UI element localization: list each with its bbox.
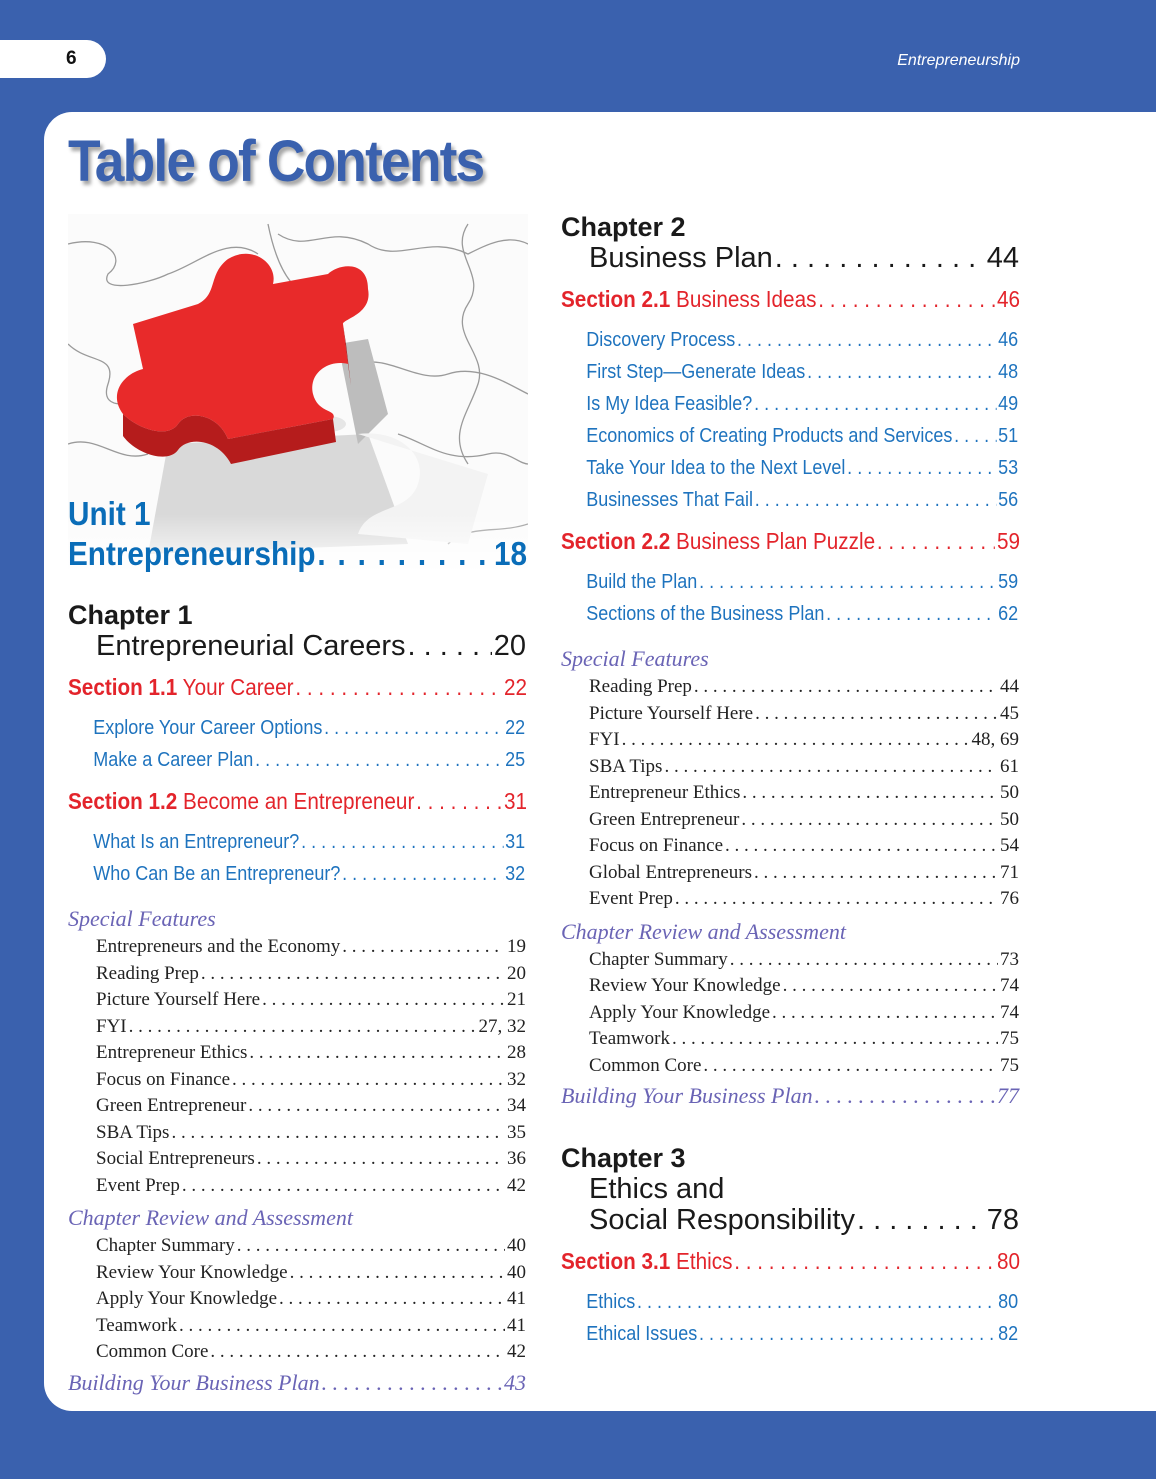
review-entry[interactable] xyxy=(68,1233,526,1260)
section-page: 46 xyxy=(996,286,1020,312)
feature-title: Event Prep xyxy=(96,1174,180,1196)
leader-dots xyxy=(407,631,491,662)
leader-dots xyxy=(129,1014,477,1041)
topic-title: Businesses That Fail xyxy=(586,489,753,511)
section-title: Become an Entrepreneur xyxy=(183,788,415,814)
feature-page: 28 xyxy=(507,1042,526,1063)
section-number: Section 3.1 xyxy=(561,1248,671,1274)
page-number-tab xyxy=(0,40,106,78)
topic-title: Ethical Issues xyxy=(586,1323,698,1345)
topic-title: Who Can Be an Entrepreneur? xyxy=(93,863,341,885)
section-3-1-entry[interactable] xyxy=(561,1244,1020,1278)
feature-page: 21 xyxy=(507,989,526,1010)
feature-title: SBA Tips xyxy=(589,755,663,777)
leader-dots xyxy=(857,1205,985,1236)
leader-dots xyxy=(675,886,998,913)
review-title: Chapter Summary xyxy=(96,1235,235,1256)
topic-entry[interactable] xyxy=(561,356,1018,388)
feature-page: 54 xyxy=(1000,835,1019,856)
leader-dots xyxy=(262,987,505,1014)
chapter-title-line2: Social Responsibility xyxy=(589,1204,855,1236)
feature-entry[interactable] xyxy=(561,754,1019,781)
chapter-label: Chapter 2 xyxy=(561,212,686,242)
feature-page: 48, 69 xyxy=(971,729,1019,750)
section-page: 31 xyxy=(503,788,527,814)
feature-entry[interactable] xyxy=(561,780,1019,807)
special-features-heading: Special Features xyxy=(68,906,216,931)
feature-title: FYI xyxy=(96,1015,127,1037)
feature-entry[interactable] xyxy=(561,886,1019,913)
feature-title: Green Entrepreneur xyxy=(589,808,740,830)
special-features-list xyxy=(561,674,1019,913)
building-title: Building Your Business Plan xyxy=(561,1083,813,1108)
feature-entry[interactable] xyxy=(561,833,1019,860)
topic-entry[interactable] xyxy=(561,1318,1018,1350)
feature-page: 50 xyxy=(1000,808,1019,830)
leader-dots xyxy=(182,1173,505,1200)
section-title: Your Career xyxy=(182,674,294,700)
chapter-title-line1: Ethics and xyxy=(589,1173,725,1205)
leader-dots xyxy=(755,484,997,516)
leader-dots xyxy=(703,1053,998,1080)
special-features-heading: Special Features xyxy=(561,646,709,671)
building-title: Building Your Business Plan xyxy=(68,1369,320,1395)
leader-dots xyxy=(741,807,998,834)
review-entry[interactable] xyxy=(561,947,1019,974)
review-entry[interactable] xyxy=(68,1313,526,1340)
feature-page: 42 xyxy=(507,1174,526,1196)
unit-1-entry[interactable] xyxy=(68,494,526,574)
feature-entry[interactable] xyxy=(561,860,1019,887)
topic-page: 56 xyxy=(998,489,1019,511)
topic-page: 48 xyxy=(998,361,1019,383)
topic-title: Discovery Process xyxy=(586,329,736,351)
leader-dots xyxy=(257,1146,505,1173)
review-title: Chapter Summary xyxy=(589,948,728,970)
feature-page: 35 xyxy=(507,1121,526,1143)
topic-page: 62 xyxy=(998,603,1019,625)
feature-entry[interactable] xyxy=(68,1146,526,1173)
leader-dots xyxy=(742,780,998,807)
feature-title: Green Entrepreneur xyxy=(96,1095,247,1116)
leader-dots xyxy=(826,598,996,630)
feature-entry[interactable] xyxy=(68,1093,526,1120)
review-title: Common Core xyxy=(96,1341,209,1362)
review-entry[interactable] xyxy=(561,1026,1019,1053)
building-page: 43 xyxy=(504,1369,526,1395)
section-2-2-entry[interactable] xyxy=(561,524,1020,558)
feature-page: 19 xyxy=(507,936,526,957)
section-number: Section 2.1 xyxy=(561,286,671,312)
feature-title: Picture Yourself Here xyxy=(589,702,754,724)
review-page: 41 xyxy=(507,1288,526,1309)
feature-title: Reading Prep xyxy=(589,676,692,697)
topic-page: 51 xyxy=(998,425,1019,447)
leader-dots xyxy=(954,420,996,452)
leader-dots xyxy=(249,1040,505,1067)
chapter-review-list xyxy=(68,1233,526,1366)
leader-dots xyxy=(255,744,503,776)
review-entry[interactable] xyxy=(561,1053,1019,1080)
unit-label: Unit 1 xyxy=(68,495,151,532)
leader-dots xyxy=(755,701,998,728)
leader-dots xyxy=(324,712,503,744)
review-title: Teamwork xyxy=(96,1314,177,1336)
leader-dots xyxy=(725,833,998,860)
topic-title: Explore Your Career Options xyxy=(93,717,323,739)
leader-dots xyxy=(279,1286,505,1313)
leader-dots xyxy=(171,1120,505,1147)
building-business-plan-entry[interactable] xyxy=(68,1366,526,1400)
feature-page: 27, 32 xyxy=(478,1015,526,1037)
topic-entry[interactable] xyxy=(561,420,1018,452)
feature-page: 50 xyxy=(1000,782,1019,803)
page-number: 6 xyxy=(66,48,77,69)
leader-dots xyxy=(847,452,996,484)
topic-page: 82 xyxy=(998,1323,1019,1345)
topic-entry[interactable] xyxy=(561,1286,1018,1318)
leader-dots xyxy=(301,826,503,858)
feature-entry[interactable] xyxy=(68,961,526,988)
review-page: 40 xyxy=(507,1261,526,1283)
chapter-review-heading: Chapter Review and Assessment xyxy=(68,1205,353,1230)
topic-title: Is My Idea Feasible? xyxy=(586,393,753,415)
review-page: 75 xyxy=(1000,1054,1019,1076)
feature-entry[interactable] xyxy=(68,1173,526,1200)
leader-dots xyxy=(248,1093,505,1120)
feature-title: Reading Prep xyxy=(96,962,199,984)
leader-dots xyxy=(237,1233,505,1260)
chapter-page: 20 xyxy=(493,630,526,662)
leader-dots xyxy=(416,784,502,818)
leader-dots xyxy=(754,388,996,420)
topic-page: 22 xyxy=(505,717,526,739)
feature-page: 71 xyxy=(1000,861,1019,883)
leader-dots xyxy=(754,860,998,887)
feature-title: Social Entrepreneurs xyxy=(96,1148,255,1169)
leader-dots xyxy=(322,1366,502,1400)
leader-dots xyxy=(290,1260,505,1287)
leader-dots xyxy=(295,670,502,704)
feature-entry[interactable] xyxy=(561,674,1019,701)
feature-page: 32 xyxy=(507,1068,526,1090)
section-number: Section 2.2 xyxy=(561,528,671,554)
feature-entry[interactable] xyxy=(561,701,1019,728)
section-1-2-entry[interactable] xyxy=(68,784,527,818)
review-title: Apply Your Knowledge xyxy=(96,1288,278,1309)
topic-entry[interactable] xyxy=(68,712,525,744)
topic-entry[interactable] xyxy=(561,452,1018,484)
leader-dots xyxy=(772,1000,998,1027)
feature-title: FYI xyxy=(589,729,620,750)
feature-title: Global Entrepreneurs xyxy=(589,861,753,883)
building-page: 77 xyxy=(997,1083,1019,1108)
chapter-label: Chapter 3 xyxy=(561,1143,686,1173)
review-page: 74 xyxy=(1000,975,1019,996)
review-title: Review Your Knowledge xyxy=(96,1261,288,1283)
topic-page: 46 xyxy=(998,329,1019,351)
section-number: Section 1.1 xyxy=(68,674,178,700)
review-entry[interactable] xyxy=(68,1339,526,1366)
topic-title: Ethics xyxy=(586,1291,636,1313)
feature-entry[interactable] xyxy=(68,1040,526,1067)
leader-dots xyxy=(877,524,995,558)
leader-dots xyxy=(210,1339,505,1366)
section-title: Ethics xyxy=(676,1248,733,1274)
leader-dots xyxy=(664,754,998,781)
topic-title: First Step—Generate Ideas xyxy=(586,361,806,383)
review-entry[interactable] xyxy=(561,973,1019,1000)
feature-title: Focus on Finance xyxy=(96,1068,231,1090)
review-title: Review Your Knowledge xyxy=(589,975,781,996)
review-title: Apply Your Knowledge xyxy=(589,1001,771,1023)
section-title: Business Plan Puzzle xyxy=(676,528,876,554)
topic-entry[interactable] xyxy=(561,566,1018,598)
leader-dots xyxy=(342,934,505,961)
topic-title: Take Your Idea to the Next Level xyxy=(586,457,846,479)
chapter-review-list xyxy=(561,947,1019,1080)
building-business-plan-entry[interactable] xyxy=(561,1079,1019,1113)
review-page: 40 xyxy=(507,1235,526,1256)
topic-page: 25 xyxy=(505,749,526,771)
leader-dots xyxy=(342,858,503,890)
topic-page: 32 xyxy=(505,863,526,885)
feature-page: 61 xyxy=(1000,755,1019,777)
section-page: 80 xyxy=(996,1248,1020,1274)
topic-title: Build the Plan xyxy=(586,571,698,593)
review-entry[interactable] xyxy=(561,1000,1019,1027)
unit-page: 18 xyxy=(493,535,527,572)
chapter-1-entry[interactable] xyxy=(68,600,526,662)
chapter-review-heading: Chapter Review and Assessment xyxy=(561,918,846,944)
topic-title: What Is an Entrepreneur? xyxy=(93,831,300,853)
section-2-1-entry[interactable] xyxy=(561,282,1020,316)
feature-entry[interactable] xyxy=(68,987,526,1014)
feature-entry[interactable] xyxy=(68,1014,526,1041)
review-title: Common Core xyxy=(589,1054,702,1076)
leader-dots xyxy=(807,356,996,388)
review-page: 75 xyxy=(1000,1028,1019,1049)
chapter-title: Entrepreneurial Careers xyxy=(96,630,406,662)
feature-title: Entrepreneurs and the Economy xyxy=(96,936,341,957)
section-number: Section 1.2 xyxy=(68,788,178,814)
leader-dots xyxy=(818,282,995,316)
leader-dots xyxy=(232,1067,505,1094)
review-entry[interactable] xyxy=(68,1260,526,1287)
topic-page: 59 xyxy=(998,571,1019,593)
review-page: 73 xyxy=(1000,948,1019,970)
feature-page: 44 xyxy=(1000,676,1019,697)
unit-title: Entrepreneurship xyxy=(68,535,316,572)
feature-title: SBA Tips xyxy=(96,1121,170,1143)
running-head: Entrepreneurship xyxy=(897,52,1020,69)
feature-entry[interactable] xyxy=(68,1120,526,1147)
leader-dots xyxy=(694,674,998,701)
topic-entry[interactable] xyxy=(68,744,525,776)
leader-dots xyxy=(815,1079,995,1113)
leader-dots xyxy=(737,324,996,356)
topic-title: Make a Career Plan xyxy=(93,749,254,771)
topic-page: 31 xyxy=(505,831,526,853)
topic-page: 80 xyxy=(998,1291,1019,1313)
toc-right-column xyxy=(561,212,1019,1350)
topic-entry[interactable] xyxy=(561,484,1018,516)
feature-page: 34 xyxy=(507,1095,526,1116)
topic-title: Sections of the Business Plan xyxy=(586,603,825,625)
feature-entry[interactable] xyxy=(68,1067,526,1094)
special-features-list xyxy=(68,934,526,1199)
feature-page: 45 xyxy=(1000,702,1019,724)
leader-dots xyxy=(783,973,998,1000)
leader-dots xyxy=(179,1313,505,1340)
toc-left-column xyxy=(68,494,526,1400)
chapter-title: Business Plan xyxy=(589,242,773,274)
feature-title: Entrepreneur Ethics xyxy=(96,1042,248,1063)
topic-entry[interactable] xyxy=(561,388,1018,420)
topic-title: Economics of Creating Products and Services xyxy=(586,425,953,447)
feature-page: 20 xyxy=(507,962,526,984)
leader-dots xyxy=(775,243,985,274)
leader-dots xyxy=(672,1026,998,1053)
section-page: 22 xyxy=(503,674,527,700)
leader-dots xyxy=(622,727,970,754)
topic-entry[interactable] xyxy=(68,858,525,890)
review-entry[interactable] xyxy=(68,1286,526,1313)
feature-title: Event Prep xyxy=(589,888,673,909)
chapter-page: 44 xyxy=(986,242,1019,274)
leader-dots xyxy=(730,947,998,974)
chapter-2-entry[interactable] xyxy=(561,212,1019,274)
feature-entry[interactable] xyxy=(561,807,1019,834)
feature-title: Picture Yourself Here xyxy=(96,989,261,1010)
chapter-3-entry[interactable] xyxy=(561,1143,1019,1236)
topic-page: 53 xyxy=(998,457,1019,479)
section-title: Business Ideas xyxy=(676,286,817,312)
leader-dots xyxy=(699,1318,996,1350)
feature-entry[interactable] xyxy=(68,934,526,961)
chapter-label: Chapter 1 xyxy=(68,600,193,630)
leader-dots xyxy=(317,534,492,574)
review-title: Teamwork xyxy=(589,1028,670,1049)
section-1-1-entry[interactable] xyxy=(68,670,527,704)
feature-page: 76 xyxy=(1000,888,1019,909)
chapter-page: 78 xyxy=(986,1204,1019,1236)
topic-entry[interactable] xyxy=(561,324,1018,356)
review-page: 41 xyxy=(507,1314,526,1336)
feature-title: Focus on Finance xyxy=(589,835,724,856)
section-page: 59 xyxy=(996,528,1020,554)
leader-dots xyxy=(637,1286,996,1318)
feature-title: Entrepreneur Ethics xyxy=(589,782,741,803)
topic-entry[interactable] xyxy=(68,826,525,858)
leader-dots xyxy=(201,961,505,988)
feature-page: 36 xyxy=(507,1148,526,1169)
review-page: 42 xyxy=(507,1341,526,1362)
topic-entry[interactable] xyxy=(561,598,1018,630)
leader-dots xyxy=(699,566,996,598)
topic-page: 49 xyxy=(998,393,1019,415)
feature-entry[interactable] xyxy=(561,727,1019,754)
page-title: Table of Contents xyxy=(68,129,484,194)
review-page: 74 xyxy=(1000,1001,1019,1023)
leader-dots xyxy=(734,1244,995,1278)
